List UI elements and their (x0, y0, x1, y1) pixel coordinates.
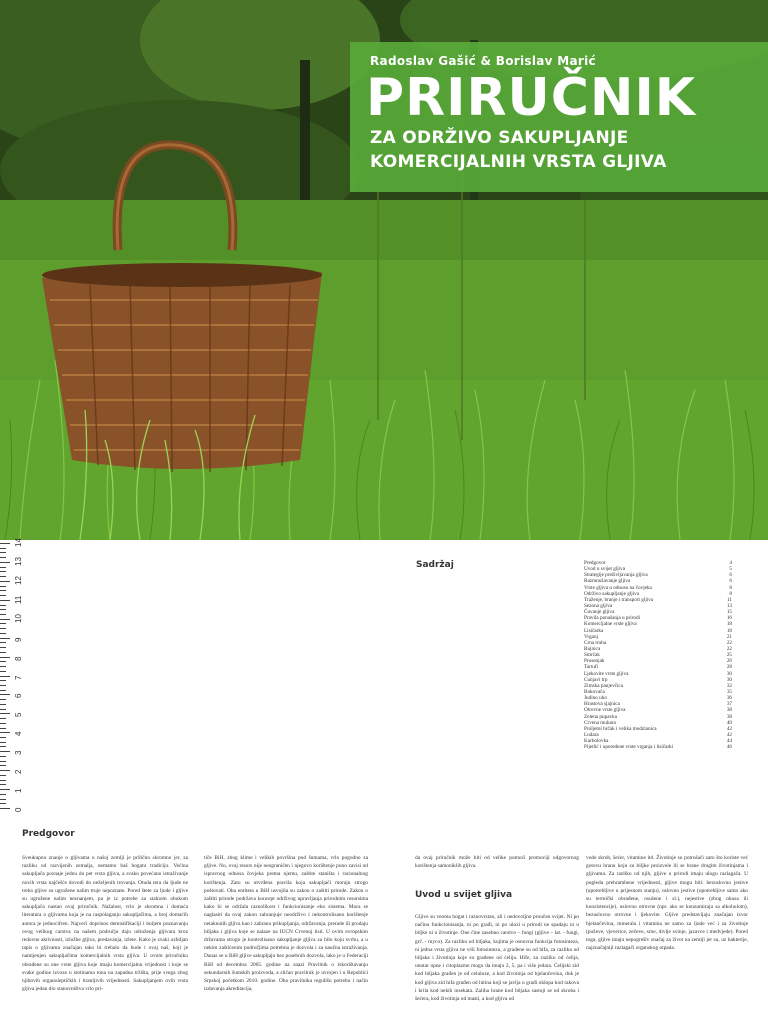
uvod-intro-text: da ovaj priručnik može biti od velike pomoći promociji odgovornog korištenja samoniklih gljiva. (415, 855, 579, 870)
book-authors: Radoslav Gašić & Borislav Marić (370, 54, 596, 68)
toc-item-label: Zelena pupavka (584, 713, 617, 720)
toc-item-label: Održivo sakupljanje gljiva (584, 590, 640, 597)
ruler-label: 12 (14, 575, 23, 585)
toc-item-page: 26 (726, 658, 732, 665)
predgovor-text-1: Sveukupno znanje o gljivama u našoj zemlji je prilično skromno jer, za razliku od razvijenih zemalja, nemamo baš bogatu tradiciju. Većina sakupljača poznaje jednu do pet vrsta gljiva, a svako povećano istraživanje novih vrsta najčešće dovodi do neželjenih trovanja. Otuda tera da ljude ne treba gljive su ugrožene nalim truje nepoznate. Pored štete za ljude i gljive su ugrožene nalim neznanjem, pa je iz potrebe za stalnom obukom sakupljača nastao ovaj priručnik. Nažalost, vrlo je skromna i domaća literatura o gljivama koja je na raspolaganju sakupljačima, a broj domaćih autora je jednocifren. Najveći doprinos demistifikaciji i boljem poznavanju ovog velikog carstva na našem području daju udruženja gljivara kroz redovne aktivnosti, izložbe gljiva, predavanja, izlete. Kako je svaki ozbiljan tapis o gljivama značajan tako bi trebalo da bude i ovaj naš, koji je namijenjen sakupljačima komercijalnih vrsta gljiva. U ovom priručniku obrađene su one vrste gljiva koje imaju komercijalnu vrijednost i koje se svake godine izvoze u stotinama tona na zapadna tržišta, prije svega zbog njihovih organoleptičkih i hranljivih vrijednosti. Sakupljanjem ovih vrsta gljiva jedan dio stanovništva vrlo pri- (22, 855, 188, 993)
toc-item-label: Judino uho (584, 695, 607, 702)
toc-item-label: Cunjavi trp (584, 676, 608, 683)
ruler-label: 2 (14, 769, 23, 775)
ruler-label: 3 (14, 750, 23, 756)
ruler-tick (0, 600, 10, 601)
toc-item-label: Vrganj (584, 633, 598, 640)
ruler-tick (0, 619, 10, 620)
ruler-tick (0, 638, 10, 639)
toc-item-page: 18 (726, 621, 732, 628)
ruler-tick (0, 661, 6, 662)
ruler-label: 14 (14, 538, 23, 547)
ruler-tick (0, 742, 6, 743)
ruler-tick (0, 590, 6, 591)
toc-item-page: 8 (729, 584, 732, 591)
toc-item-page: 6 (729, 572, 732, 579)
toc-item-label: Tartufi (584, 664, 599, 671)
ruler-tick (0, 718, 6, 719)
toc-item-label: Predgovor (584, 560, 606, 566)
uvod-column-2 (586, 854, 748, 1024)
toc-item-page: 46 (726, 744, 732, 751)
ruler-tick (0, 794, 6, 795)
toc-heading: Sadržaj (416, 560, 454, 570)
toc-item-label: Otrovne vrste gljiva (584, 707, 626, 714)
predgovor-text-2: tiče BiH, zbog klime i velikih površina pod šumama, vrlo pogodno za gljive. No, ovaj resurs nije neograničen i njegovo korištenje puno zavisi od ispravnog odnosa čovjeka prema njemu, zaštite staništa i racionalnog korištenja. Zato su utvrđena pravila koja sakupljači moraju strogo poštovati. Oba entiteta u BiH usvojila su zakon o zaštiti prirode. Zakon o zaštiti prirode podržava koncept održivog upravljanja prirodnim resursima kako bi se održala raznolikost i funkcionisanje eko sistema. Mora se naglasiti da ovaj zakon zabranjuje neodrživo i nekontrolisano korištenje netaknutih gljiva kao i zabranu prikupljanja, održavanja, prerade ili prodaju biljaka i gljiva koje se nalaze na IUCN Crvenoj listi. U ovim evropskim državama strogo je kontrolisano sakupljanje gljiva za bilo koju svrhu, a u nekim zaštićenim područjima potrebna je dozvola i za naučna istraživanja. Danas se u BiH gljive sakupljaju bez posebnih dozvola, iako je u Federaciji BiH od decembra 2005. godine na snazi Pravilnik o iskorištavanju sekundarnih šumskih proizvoda, a sličan pravilnik je uvrojen i u Republici Srpskoj početkom 2010. godine. Oba pravilnika regulišu potrebu i način izdavanja akreditacija, (204, 855, 368, 993)
uvod-intro-column (415, 854, 579, 872)
toc-item-label: Razmnožavanje gljiva (584, 578, 631, 585)
toc-item-page: 42 (726, 731, 732, 738)
ruler-tick (0, 657, 10, 658)
toc-item-label: Bukovača (584, 688, 605, 695)
toc-item-label: Lisičarka (584, 627, 604, 634)
toc-item-page: 15 (726, 609, 732, 616)
uvod-text-1: Gljive su veoma bogat i raznovrstan, ali i nedovoljno proučen svijet. Ni po načinu funkcionisanja, ni po građi, ni po ulozi u prirodi ne spadaju ni u biljke ni u životinje. One čine zasebno carstvo – fungi (gljive – lat. - fungi, grč. - myco). Za razliku od biljaka, kojima je osnovna funkcija fotosinteza, ni jedna vrsta gljiva ne vrši fotosintezu, a građene su od hifa, za razliku od biljaka i životinja koje su građene od ćelija. Hife, za razliku od ćelija, unutar opne i citoplazme mogu da imaju 2, 5, pa i više jedara. Ćelijski zid kod biljaka građen je od celuloze, a kod životinja od bjelančevina, dok je kod gljiva zid hifa građen od hitina koji se javlja u građi oklopa kod rakova i krila kod nekih insekata. Zaliha hrane kod biljaka sastoji se od skroba i šećera, kod životinja od masti, a kod gljiva od (415, 914, 579, 1003)
ruler-tick (0, 765, 6, 766)
toc-item-label: Ludara (584, 731, 599, 738)
ruler-tick (0, 609, 6, 610)
toc-item-page: 38 (726, 707, 732, 714)
toc-item-page: 37 (726, 701, 732, 708)
ruler-label: 4 (14, 731, 23, 737)
ruler-tick (0, 775, 6, 776)
ruler-tick (0, 680, 6, 681)
ruler-tick (0, 623, 6, 624)
ruler-tick (0, 666, 6, 667)
ruler-tick (0, 595, 6, 596)
ruler-label: 5 (14, 712, 23, 718)
toc-item-label: Zimska panjevčica (584, 682, 624, 689)
ruler-tick (0, 756, 6, 757)
ruler-tick (0, 709, 6, 710)
ruler-label: 8 (14, 656, 23, 661)
ruler-tick (0, 723, 6, 724)
ruler-label: 13 (14, 557, 23, 566)
ruler-tick (0, 676, 10, 677)
table-of-contents (584, 560, 732, 750)
toc-item-label: Traženje, branje i transport gljiva (584, 596, 654, 603)
toc-item-label: Crna truba (584, 639, 607, 646)
ruler-tick (0, 732, 10, 733)
ruler-tick (0, 567, 6, 568)
toc-item-page: 38 (726, 713, 732, 720)
ruler-tick (0, 761, 6, 762)
toc-item-page: 22 (726, 645, 732, 652)
toc-item-page: 21 (726, 633, 732, 640)
toc-item-page: 8 (729, 590, 732, 597)
book-subtitle (370, 126, 667, 174)
ruler-label: 1 (14, 788, 23, 794)
ruler-tick (0, 704, 6, 705)
ruler-tick (0, 633, 6, 634)
ruler-tick (0, 789, 10, 790)
toc-item-page: 16 (726, 615, 732, 622)
toc-item-page: 5 (729, 566, 732, 573)
toc-item-label: Komercijalne vrste gljiva (584, 621, 637, 628)
ruler-tick (0, 647, 6, 648)
toc-item-page: 30 (726, 676, 732, 683)
ruler-label: 9 (14, 637, 23, 642)
toc-item-label: Rujnica (584, 645, 601, 652)
ruler-tick (0, 581, 10, 582)
toc-item-label: Čuvanje gljiva (584, 609, 615, 616)
ruler-tick (0, 713, 10, 714)
toc-item-label: Uvod u svijet gljiva (584, 566, 626, 573)
toc-item-page: 22 (726, 639, 732, 646)
toc-item-label: Ljekovite vrste gljiva (584, 670, 629, 677)
ruler-tick (0, 557, 6, 558)
toc-item-label: Sezona gljiva (584, 602, 613, 609)
ruler-label: 6 (14, 693, 23, 699)
toc-item-label: Hrastova sjajnica (584, 701, 620, 708)
subtitle-line-2: KOMERCIJALNIH VRSTA GLJIVA (370, 152, 667, 172)
ruler-tick (0, 780, 6, 781)
ruler-label: 0 (14, 807, 23, 812)
ruler-tick (0, 543, 10, 544)
toc-item-label: Karbolovka (584, 738, 609, 745)
toc-item-page: 30 (726, 670, 732, 677)
ruler-tick (0, 605, 6, 606)
ruler-tick (0, 770, 10, 771)
ruler-tick (0, 690, 6, 691)
ruler-tick (0, 737, 6, 738)
title-panel (350, 42, 768, 192)
toc-item-page: 6 (729, 578, 732, 585)
toc-item-label: Proljetni hrčak i velika modzlanica (584, 725, 657, 732)
ruler-tick (0, 728, 6, 729)
toc-item-page: 42 (726, 725, 732, 732)
ruler-tick (0, 751, 10, 752)
toc-item-page: 11 (727, 596, 732, 603)
ruler-tick (0, 552, 6, 553)
uvod-heading: Uvod u svijet gljiva (415, 890, 513, 900)
ruler-tick (0, 642, 6, 643)
toc-item-page: 28 (726, 664, 732, 671)
ruler-tick (0, 694, 10, 695)
ruler-tick (0, 803, 6, 804)
toc-item-page: 13 (726, 602, 732, 609)
toc-item-page: 40 (726, 719, 732, 726)
subtitle-line-1: ZA ODRŽIVO SAKUPLJANJE (370, 128, 629, 148)
toc-item[interactable] (584, 744, 732, 750)
toc-item-page: 44 (726, 738, 732, 745)
toc-item-page: 32 (726, 682, 732, 689)
uvod-text-2: vode skrob, šećer, vitamine itd. Životinje su potrošači zato što koriste već gotovu hranu koju su biljke proizvele ili se hrane drugim životinjama i gljivama. Za razliku od njih, gljive u prirodi imaju ulogu razlagača. U pogledu prehrambene vrijednosti, gljive mogu biti: bezuslovno jestive (upotrebljive u prijesnom stanju), uslovno jestive (upotrebljive samo ako su termički obrađene, osušene i sl.), nejestive (zbog okusa ili konzistencije), uslovno otrovne (npr. ako se konzumiraju sa alkoholom), bezuslovno otrovne i ljekovite. Gljive predstavljaju značajan izvor bjelančevina, minerala i vitamina ne samo za ljude već i za životinje (puževe, vjeverice, zečeve, srne, divlje svinje, jazavce i medvjede). Pored toga, gljive imaju nepogrešiv značaj za život na zemlji jer su, uz bakterije, najznačajniji razlagači organskog otpada. (586, 855, 748, 952)
ruler-tick (0, 784, 6, 785)
ruler-tick (0, 685, 6, 686)
ruler-label: 10 (14, 613, 23, 623)
toc-item-label: Crvena muhara (584, 719, 616, 726)
ruler-tick (0, 699, 6, 700)
ruler-tick (0, 614, 6, 615)
predgovor-heading: Predgovor (22, 829, 75, 839)
ruler-tick (0, 586, 6, 587)
ruler-tick (0, 671, 6, 672)
toc-item-page: 36 (726, 695, 732, 702)
book-title: PRIRUČNIK (366, 68, 697, 128)
toc-item-label: Pijetlić i uporedene vrste vrganja i lisičarki (584, 744, 674, 751)
ruler-tick (0, 799, 6, 800)
toc-item-label: Smrčak (584, 652, 600, 659)
ruler-tick (0, 576, 6, 577)
toc-item-label: Prosenjak (584, 658, 605, 665)
ruler-tick (0, 746, 6, 747)
toc-item-page: 35 (726, 688, 732, 695)
predgovor-column-1 (22, 854, 188, 1024)
ruler-tick (0, 571, 6, 572)
ruler-tick (0, 562, 10, 563)
ruler-tick (0, 808, 10, 809)
uvod-column-1 (415, 913, 579, 1024)
toc-item-label: Strategije preživljavanja gljiva (584, 572, 648, 579)
predgovor-column-2 (204, 854, 368, 1024)
ruler-tick (0, 548, 6, 549)
toc-item-page: 18 (726, 627, 732, 634)
ruler-tick (0, 652, 6, 653)
ruler-label: 11 (14, 595, 23, 604)
toc-item-label: Vrste gljiva u odnosu na čovjeka (584, 584, 652, 591)
measurement-ruler (0, 540, 30, 812)
toc-item-page: 4 (729, 560, 732, 566)
toc-item-label: Pravila ponašanja u prirodi (584, 615, 641, 622)
ruler-tick (0, 628, 6, 629)
toc-item-page: 25 (726, 652, 732, 659)
ruler-label: 7 (14, 675, 23, 680)
